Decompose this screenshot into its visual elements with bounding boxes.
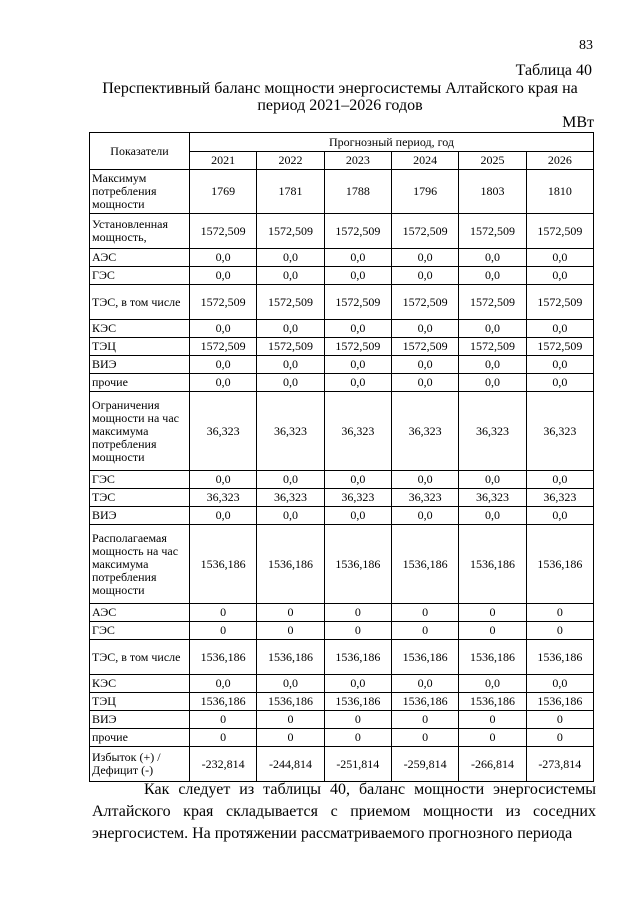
table-cell: 1572,509 [190,214,257,249]
table-cell: 0 [459,604,526,622]
table-cell: 0,0 [324,507,391,525]
table-cell: 1572,509 [391,338,458,356]
table-cell: 0,0 [391,249,458,267]
table-cell: 0 [257,729,324,747]
table-cell: 1572,509 [190,285,257,320]
table-cell: 0 [459,711,526,729]
row-label: Максимум потребления мощности [90,170,190,214]
row-label: ГЭС [90,622,190,640]
table-cell: 0,0 [391,471,458,489]
table-cell: -251,814 [324,747,391,782]
table-row [90,320,594,338]
table-cell: 36,323 [257,392,324,471]
table-cell: 0,0 [391,320,458,338]
table-cell: 0 [526,604,593,622]
table-cell: 0 [257,711,324,729]
table-cell: 0,0 [526,471,593,489]
table-cell: 1803 [459,170,526,214]
table-row [90,356,594,374]
row-label: ВИЭ [90,711,190,729]
table-cell: -232,814 [190,747,257,782]
table-cell: 0,0 [257,675,324,693]
table-cell: 1536,186 [391,693,458,711]
table-cell: 0 [257,604,324,622]
table-cell: 1781 [257,170,324,214]
table-cell: 1572,509 [324,285,391,320]
table-cell: 0 [459,622,526,640]
table-cell: 1536,186 [190,693,257,711]
unit-label: МВт [562,114,594,131]
table-row [90,675,594,693]
table-cell: 1536,186 [391,640,458,675]
body-paragraph [92,779,596,845]
table-cell: 0 [526,622,593,640]
row-label: ВИЭ [90,507,190,525]
table-cell: 36,323 [459,489,526,507]
table-cell: 1572,509 [526,338,593,356]
table-cell: 1769 [190,170,257,214]
table-cell: 0,0 [459,356,526,374]
table-cell: 0,0 [526,267,593,285]
row-label: Ограничения мощности на час максимума потребления мощности [90,392,190,471]
table-cell: 0,0 [190,374,257,392]
table-cell: 0,0 [257,267,324,285]
table-cell: 0 [190,711,257,729]
table-cell: 1536,186 [459,525,526,604]
table-cell: 0,0 [459,267,526,285]
table-row [90,170,594,214]
table-cell: 0 [391,729,458,747]
table-cell: 36,323 [190,489,257,507]
table-cell: 0,0 [257,356,324,374]
table-cell: 1572,509 [391,285,458,320]
table-cell: 0 [526,729,593,747]
row-label: ВИЭ [90,356,190,374]
table-cell: 0,0 [459,675,526,693]
table-row [90,729,594,747]
table-cell: 0,0 [459,320,526,338]
table-cell: 0,0 [459,249,526,267]
table-cell: 0 [391,622,458,640]
table-cell: 1572,509 [459,338,526,356]
row-label: АЭС [90,249,190,267]
table-cell: 0,0 [190,267,257,285]
year-header: 2021 [190,152,257,170]
indicators-header: Показатели [90,133,190,170]
table-cell: 36,323 [459,392,526,471]
table-cell: 0,0 [526,356,593,374]
table-label: Таблица 40 [515,62,592,79]
table-cell: 1536,186 [526,693,593,711]
table-cell: 0,0 [324,320,391,338]
table-cell: 1572,509 [190,338,257,356]
year-header: 2022 [257,152,324,170]
year-header: 2025 [459,152,526,170]
table-cell: 0,0 [526,675,593,693]
table-cell: 1572,509 [526,214,593,249]
table-cell: 36,323 [526,489,593,507]
table-cell: 0,0 [324,267,391,285]
table-row [90,711,594,729]
row-label: ГЭС [90,471,190,489]
table-cell: 0,0 [526,507,593,525]
row-label: Установленная мощность, [90,214,190,249]
table-row [90,604,594,622]
table-cell: 0,0 [190,471,257,489]
row-label: ТЭЦ [90,693,190,711]
table-cell: 1796 [391,170,458,214]
table-cell: 0,0 [324,374,391,392]
table-cell: 1536,186 [391,525,458,604]
table-cell: 1536,186 [324,640,391,675]
table-cell: 0,0 [459,471,526,489]
table-cell: 36,323 [257,489,324,507]
row-label: ГЭС [90,267,190,285]
table-cell: 1572,509 [391,214,458,249]
table-cell: 0,0 [190,675,257,693]
table-cell: 0,0 [257,374,324,392]
table-cell: 0 [190,604,257,622]
table-cell: 0 [190,622,257,640]
row-label: Располагаемая мощность на час максимума потребления мощности [90,525,190,604]
table-cell: 1536,186 [257,640,324,675]
table-cell: 0,0 [391,507,458,525]
table-cell: 0 [526,711,593,729]
table-row [90,507,594,525]
table-cell: 36,323 [324,392,391,471]
table-cell: -273,814 [526,747,593,782]
table-cell: 0,0 [324,675,391,693]
table-cell: 0,0 [257,249,324,267]
table-cell: 1536,186 [190,525,257,604]
table-cell: 0,0 [324,356,391,374]
row-label: прочие [90,374,190,392]
table-cell: 0,0 [459,507,526,525]
table-row [90,747,594,782]
table-cell: 0,0 [391,267,458,285]
table-cell: 0,0 [190,320,257,338]
table-cell: 36,323 [190,392,257,471]
table-cell: 0,0 [190,507,257,525]
table-row [90,693,594,711]
table-cell: 0 [391,604,458,622]
table-cell: 36,323 [391,489,458,507]
table-cell: 0,0 [257,320,324,338]
table-cell: 1536,186 [324,693,391,711]
table-cell: 1788 [324,170,391,214]
table-title: Перспективный баланс мощности энергосистемы Алтайского края на период 2021–2026 годов [102,80,578,114]
table-cell: 1536,186 [257,693,324,711]
table-cell: 0 [324,622,391,640]
table-cell: 1810 [526,170,593,214]
table-cell: 0 [324,711,391,729]
year-header: 2023 [324,152,391,170]
table-row [90,622,594,640]
row-label: КЭС [90,320,190,338]
row-label: ТЭС [90,489,190,507]
row-label: АЭС [90,604,190,622]
table-cell: 36,323 [526,392,593,471]
table-row [90,214,594,249]
table-cell: 0 [324,729,391,747]
period-header: Прогнозный период, год [190,133,594,152]
table-cell: 0,0 [526,374,593,392]
year-header: 2026 [526,152,593,170]
table-cell: 0,0 [459,374,526,392]
table-cell: 0,0 [190,249,257,267]
table-cell: 0,0 [324,471,391,489]
row-label: ТЭС, в том числе [90,640,190,675]
table-row [90,267,594,285]
table-cell: 1572,509 [324,338,391,356]
table-cell: 1536,186 [324,525,391,604]
table-cell: 0 [391,711,458,729]
row-label: ТЭС, в том числе [90,285,190,320]
table-cell: 0,0 [190,356,257,374]
table-cell: 1536,186 [526,640,593,675]
table-row [90,392,594,471]
table-cell: 36,323 [391,392,458,471]
table-cell: 1572,509 [526,285,593,320]
table-cell: 0,0 [391,356,458,374]
table-row [90,525,594,604]
row-label: прочие [90,729,190,747]
table-cell: 0,0 [526,320,593,338]
table-cell: 1536,186 [459,693,526,711]
table-cell: -259,814 [391,747,458,782]
table-cell: 0 [459,729,526,747]
table-cell: 36,323 [324,489,391,507]
table-cell: 0,0 [526,249,593,267]
table-cell: 1536,186 [257,525,324,604]
table-cell: 1536,186 [459,640,526,675]
table-cell: -244,814 [257,747,324,782]
table-row [90,640,594,675]
row-label: КЭС [90,675,190,693]
table-row [90,285,594,320]
table-cell: 0,0 [324,249,391,267]
table-cell: 0,0 [391,675,458,693]
table-cell: 0 [324,604,391,622]
table-cell: 0 [190,729,257,747]
table-cell: 0,0 [257,507,324,525]
table-cell: 0 [257,622,324,640]
table-cell: 0,0 [257,471,324,489]
table-cell: 1572,509 [257,285,324,320]
table-row [90,249,594,267]
table-cell: 1536,186 [526,525,593,604]
row-label: ТЭЦ [90,338,190,356]
page-number: 83 [579,38,593,53]
table-cell: 1572,509 [459,214,526,249]
table-cell: 0,0 [391,374,458,392]
table-cell: 1572,509 [324,214,391,249]
table-row [90,338,594,356]
row-label: Избыток (+) / Дефицит (-) [90,747,190,782]
table-cell: 1572,509 [257,214,324,249]
table-cell: -266,814 [459,747,526,782]
table-cell: 1572,509 [257,338,324,356]
table-cell: 1572,509 [459,285,526,320]
table-row [90,374,594,392]
power-balance-table [89,132,594,782]
table-row [90,489,594,507]
table-row [90,471,594,489]
year-header: 2024 [391,152,458,170]
body-paragraph-text: Как следует из таблицы 40, баланс мощности энергосистемы Алтайского края складывается с приемом мощности из соседних энергосистем. На протяжении рассматриваемого прогнозного периода [92,781,596,842]
table-cell: 1536,186 [190,640,257,675]
